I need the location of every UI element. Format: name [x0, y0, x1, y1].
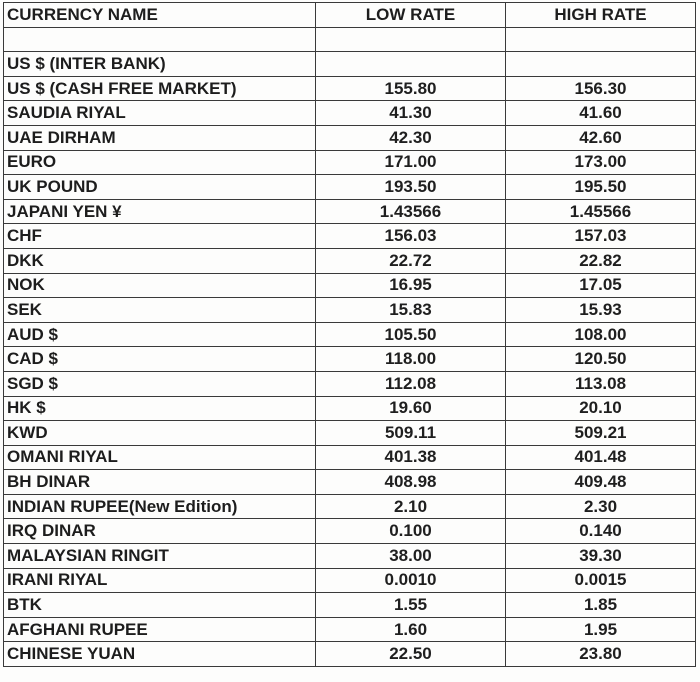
table-row: [4, 494, 696, 519]
high-rate-cell: 173.00: [506, 150, 696, 175]
high-rate-cell: 1.95: [506, 617, 696, 642]
header-low-rate: LOW RATE: [316, 3, 506, 28]
low-rate-cell: 105.50: [316, 322, 506, 347]
table-row: [4, 347, 696, 372]
currency-name-cell: NOK: [4, 273, 316, 298]
high-rate-cell: 39.30: [506, 544, 696, 569]
currency-name-cell: SAUDIA RIYAL: [4, 101, 316, 126]
low-rate-cell: 118.00: [316, 347, 506, 372]
high-rate-cell: 42.60: [506, 125, 696, 150]
low-rate-cell: 112.08: [316, 371, 506, 396]
high-rate-cell: 113.08: [506, 371, 696, 396]
blank-cell: [506, 27, 696, 52]
table-row: [4, 519, 696, 544]
table-row: [4, 199, 696, 224]
currency-name-cell: DKK: [4, 248, 316, 273]
table-row: [4, 568, 696, 593]
high-rate-cell: 1.45566: [506, 199, 696, 224]
low-rate-cell: 22.72: [316, 248, 506, 273]
table-row: [4, 298, 696, 323]
high-rate-cell: 0.140: [506, 519, 696, 544]
table-row: [4, 101, 696, 126]
high-rate-cell: 401.48: [506, 445, 696, 470]
currency-name-cell: US $ (CASH FREE MARKET): [4, 76, 316, 101]
table-row: [4, 248, 696, 273]
currency-name-cell: CHINESE YUAN: [4, 642, 316, 667]
table-row: [4, 445, 696, 470]
low-rate-cell: 1.43566: [316, 199, 506, 224]
high-rate-cell: 120.50: [506, 347, 696, 372]
currency-name-cell: MALAYSIAN RINGIT: [4, 544, 316, 569]
low-rate-cell: 42.30: [316, 125, 506, 150]
table-row: [4, 150, 696, 175]
currency-name-cell: UK POUND: [4, 175, 316, 200]
high-rate-cell: 509.21: [506, 421, 696, 446]
low-rate-cell: 0.100: [316, 519, 506, 544]
currency-name-cell: UAE DIRHAM: [4, 125, 316, 150]
low-rate-cell: 408.98: [316, 470, 506, 495]
currency-rate-table: [3, 2, 696, 667]
currency-name-cell: AUD $: [4, 322, 316, 347]
high-rate-cell: 41.60: [506, 101, 696, 126]
high-rate-cell: 108.00: [506, 322, 696, 347]
low-rate-cell: 156.03: [316, 224, 506, 249]
currency-name-cell: OMANI RIYAL: [4, 445, 316, 470]
low-rate-cell: 155.80: [316, 76, 506, 101]
header-currency-name: CURRENCY NAME: [4, 3, 316, 28]
low-rate-cell: 15.83: [316, 298, 506, 323]
high-rate-cell: 22.82: [506, 248, 696, 273]
currency-name-cell: BTK: [4, 593, 316, 618]
currency-name-cell: CAD $: [4, 347, 316, 372]
high-rate-cell: 1.85: [506, 593, 696, 618]
table-row: [4, 322, 696, 347]
low-rate-cell: 41.30: [316, 101, 506, 126]
high-rate-cell: 157.03: [506, 224, 696, 249]
currency-name-cell: BH DINAR: [4, 470, 316, 495]
table-row: [4, 371, 696, 396]
high-rate-cell: 15.93: [506, 298, 696, 323]
low-rate-cell: 2.10: [316, 494, 506, 519]
low-rate-cell: 1.55: [316, 593, 506, 618]
currency-name-cell: INDIAN RUPEE(New Edition): [4, 494, 316, 519]
currency-name-cell: IRQ DINAR: [4, 519, 316, 544]
currency-name-cell: CHF: [4, 224, 316, 249]
high-rate-cell: 156.30: [506, 76, 696, 101]
currency-name-cell: KWD: [4, 421, 316, 446]
table-row: [4, 76, 696, 101]
table-row: [4, 642, 696, 667]
table-row: [4, 617, 696, 642]
high-rate-cell: 409.48: [506, 470, 696, 495]
low-rate-cell: 193.50: [316, 175, 506, 200]
table-row: [4, 421, 696, 446]
low-rate-cell: 1.60: [316, 617, 506, 642]
currency-name-cell: SEK: [4, 298, 316, 323]
header-row: [4, 3, 696, 28]
table-row: [4, 544, 696, 569]
currency-name-cell: US $ (INTER BANK): [4, 52, 316, 77]
high-rate-cell: 23.80: [506, 642, 696, 667]
table-row: [4, 273, 696, 298]
low-rate-cell: 19.60: [316, 396, 506, 421]
table-row: [4, 396, 696, 421]
currency-name-cell: HK $: [4, 396, 316, 421]
low-rate-cell: 171.00: [316, 150, 506, 175]
high-rate-cell: 195.50: [506, 175, 696, 200]
low-rate-cell: 509.11: [316, 421, 506, 446]
currency-name-cell: IRANI RIYAL: [4, 568, 316, 593]
table-row: [4, 224, 696, 249]
low-rate-cell: 401.38: [316, 445, 506, 470]
high-rate-cell: 20.10: [506, 396, 696, 421]
blank-cell: [316, 27, 506, 52]
currency-name-cell: JAPANI YEN ¥: [4, 199, 316, 224]
currency-name-cell: AFGHANI RUPEE: [4, 617, 316, 642]
low-rate-cell: 22.50: [316, 642, 506, 667]
low-rate-cell: 16.95: [316, 273, 506, 298]
header-high-rate: HIGH RATE: [506, 3, 696, 28]
low-rate-cell: 0.0010: [316, 568, 506, 593]
currency-name-cell: SGD $: [4, 371, 316, 396]
table-row: [4, 52, 696, 77]
table-row: [4, 175, 696, 200]
blank-row: [4, 27, 696, 52]
high-rate-cell: [506, 52, 696, 77]
high-rate-cell: 17.05: [506, 273, 696, 298]
table-row: [4, 125, 696, 150]
rate-rows: [4, 27, 696, 666]
low-rate-cell: [316, 52, 506, 77]
high-rate-cell: 2.30: [506, 494, 696, 519]
blank-cell: [4, 27, 316, 52]
table-row: [4, 593, 696, 618]
currency-name-cell: EURO: [4, 150, 316, 175]
table-row: [4, 470, 696, 495]
low-rate-cell: 38.00: [316, 544, 506, 569]
high-rate-cell: 0.0015: [506, 568, 696, 593]
